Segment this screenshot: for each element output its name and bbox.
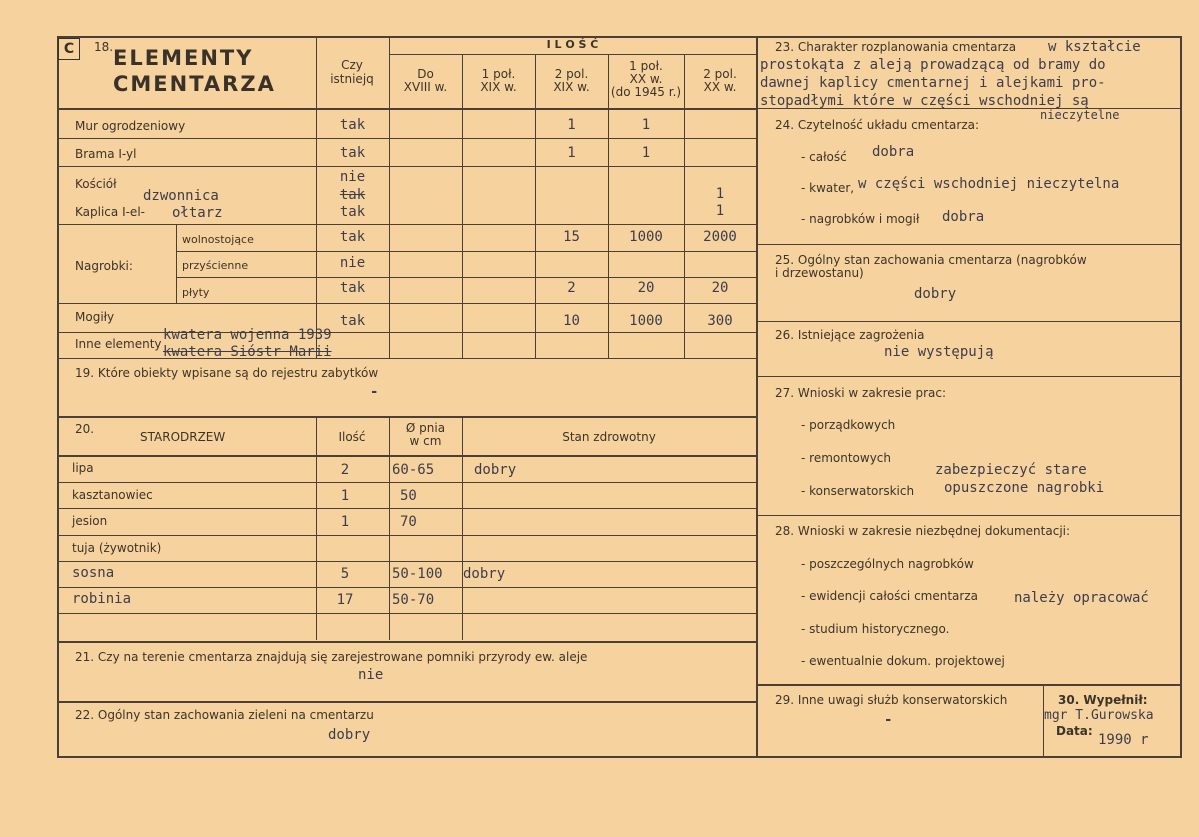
grid-h bbox=[757, 376, 1180, 377]
exists-cell: tak bbox=[339, 204, 366, 220]
col-header-3: 2 pol. XIX w. bbox=[553, 67, 590, 94]
tree-count: 1 bbox=[340, 488, 350, 504]
q27-item: - porządkowych bbox=[801, 418, 896, 432]
grid-h bbox=[57, 455, 756, 457]
q27-answer1: zabezpieczyć stare bbox=[935, 462, 1087, 478]
kaplica-note: ołtarz bbox=[172, 205, 223, 221]
grid-h bbox=[57, 508, 756, 509]
grid-h bbox=[57, 358, 756, 359]
exists-cell: tak bbox=[339, 145, 366, 161]
tree-diam: 70 bbox=[400, 514, 417, 530]
value-cell: 1000 bbox=[629, 229, 663, 245]
q29-label: 29. Inne uwagi służb konserwatorskich bbox=[775, 693, 1008, 707]
col-header-5: 2 pol. XX w. bbox=[703, 67, 737, 94]
col-header-2: 1 poł. XIX w. bbox=[480, 67, 517, 94]
q27-item: - remontowych bbox=[801, 451, 891, 465]
q24-item: - kwater, bbox=[801, 181, 855, 195]
grid-h bbox=[757, 108, 1180, 109]
q25-label1: 25. Ogólny stan zachowania cmentarza (nagrobków bbox=[775, 253, 1087, 267]
value-cell: 1 bbox=[641, 117, 651, 133]
inne-line1: kwatera wojenna 1939 bbox=[163, 327, 332, 343]
q23-line2: prostokąta z aleją prowadzącą od bramy do bbox=[760, 57, 1106, 73]
q20-number: 20. bbox=[75, 422, 95, 436]
value-cell: 2 bbox=[567, 280, 576, 296]
tree-health: dobry bbox=[474, 462, 517, 478]
starodrzew-title: STARODRZEW bbox=[140, 430, 226, 444]
q28-label: 28. Wnioski w zakresie niezbędnej dokumentacji: bbox=[775, 524, 1071, 538]
q28-item: - ewidencji całości cmentarza bbox=[801, 589, 978, 603]
row-label: Mogiły bbox=[75, 310, 115, 324]
grid-h bbox=[57, 561, 756, 562]
exists-cell: tak bbox=[339, 313, 366, 329]
q27-answer2: opuszczone nagrobki bbox=[944, 480, 1105, 496]
q24-value: dobra bbox=[872, 144, 915, 160]
elements-title-line1: ELEMENTY bbox=[113, 46, 254, 70]
q28-answer: należy opracować bbox=[1014, 590, 1149, 606]
grid-h bbox=[57, 332, 756, 333]
nagrobki-label: Nagrobki: bbox=[75, 259, 133, 273]
exists-cell: nie bbox=[339, 255, 366, 271]
q22-label: 22. Ogólny stan zachowania zieleni na cmentarzu bbox=[75, 708, 374, 722]
trees-col-count: Ilość bbox=[338, 430, 366, 444]
q23-line4: stopadłymi które w części wschodniej są bbox=[760, 93, 1089, 109]
col-header-1: Do XVIII w. bbox=[403, 67, 448, 94]
frame-bottom bbox=[57, 756, 1182, 758]
q24-label: 24. Czytelność układu cmentarza: bbox=[775, 118, 980, 132]
grid-h bbox=[57, 613, 756, 614]
value-cell: 1 bbox=[715, 203, 725, 219]
exists-cell: tak bbox=[339, 229, 366, 245]
value-cell: 1 bbox=[567, 145, 576, 161]
q24-value: w części wschodniej nieczytelna bbox=[858, 176, 1120, 192]
grid-h bbox=[57, 641, 756, 643]
row-label: Mur ogrodzeniowy bbox=[75, 119, 186, 133]
row-label: płyty bbox=[182, 286, 210, 299]
q25-label2: i drzewostanu) bbox=[775, 266, 864, 280]
grid-h bbox=[57, 108, 756, 110]
q22-answer: dobry bbox=[328, 727, 371, 743]
value-cell: 1000 bbox=[629, 313, 663, 329]
q24-item: - nagrobków i mogił bbox=[801, 212, 920, 226]
q28-item: - studium historycznego. bbox=[801, 622, 950, 636]
tree-diam: 60-65 bbox=[392, 462, 435, 478]
kosciol-note: dzwonnica bbox=[143, 188, 219, 204]
q27-label: 27. Wnioski w zakresie prac: bbox=[775, 386, 947, 400]
row-label: wolnostojące bbox=[182, 233, 254, 246]
grid-h bbox=[757, 321, 1180, 322]
grid-h bbox=[757, 684, 1180, 686]
exists-cell: tak bbox=[339, 117, 366, 133]
q30-date-label: Data: bbox=[1056, 724, 1093, 738]
frame-right bbox=[1180, 36, 1182, 758]
exists-cell: tak bbox=[339, 280, 366, 296]
grid-h bbox=[176, 251, 756, 252]
col-header-4: 1 poł. XX w. (do 1945 r.) bbox=[610, 59, 682, 99]
grid-h bbox=[57, 166, 756, 167]
tree-count: 2 bbox=[340, 462, 350, 478]
grid-v bbox=[462, 416, 463, 640]
exists-cell: tak bbox=[339, 187, 366, 203]
value-cell: 20 bbox=[711, 280, 729, 296]
value-cell: 2000 bbox=[703, 229, 737, 245]
row-label: przyścienne bbox=[182, 259, 249, 272]
tree-name: lipa bbox=[72, 461, 94, 475]
tree-diam: 50-70 bbox=[392, 592, 435, 608]
q28-item: - poszczególnych nagrobków bbox=[801, 557, 974, 571]
grid-v bbox=[176, 224, 177, 303]
q26-label: 26. Istniejące zagrożenia bbox=[775, 328, 925, 342]
grid-h bbox=[57, 482, 756, 483]
q24-value: dobra bbox=[942, 209, 985, 225]
tree-diam: 50 bbox=[400, 488, 417, 504]
ilosc-header: I L O Ś Ć bbox=[546, 38, 599, 51]
grid-h bbox=[57, 303, 756, 304]
exists-cell: nie bbox=[339, 169, 366, 185]
inne-line2: kwatera Sióstr Marii bbox=[163, 344, 332, 360]
q23-line3: dawnej kaplicy cmentarnej i alejkami pro- bbox=[760, 75, 1106, 91]
q26-answer: nie występują bbox=[884, 344, 994, 360]
section-letter: C bbox=[58, 38, 80, 60]
row-label: Kościół bbox=[75, 177, 117, 191]
grid-h bbox=[57, 587, 756, 588]
row-label: Brama I-yl bbox=[75, 147, 137, 161]
grid-v bbox=[389, 416, 390, 640]
tree-diam: 50-100 bbox=[392, 566, 443, 582]
tree-count: 1 bbox=[340, 514, 350, 530]
grid-h bbox=[57, 224, 756, 225]
value-cell: 1 bbox=[641, 145, 651, 161]
grid-h bbox=[57, 138, 756, 139]
q23-line1: w kształcie bbox=[1048, 39, 1141, 55]
tree-name: sosna bbox=[72, 565, 115, 581]
frame-left bbox=[57, 36, 59, 758]
q21-answer: nie bbox=[358, 667, 384, 683]
q30-label: 30. Wypełnił: bbox=[1058, 693, 1148, 707]
elements-title-line2: CMENTARZA bbox=[113, 72, 276, 96]
grid-h bbox=[389, 54, 756, 55]
section-18-number: 18. bbox=[94, 40, 114, 54]
grid-v bbox=[389, 36, 390, 358]
tree-name: tuja (żywotnik) bbox=[72, 541, 162, 555]
tree-count: 5 bbox=[340, 566, 350, 582]
q30-name: mgr T.Gurowska bbox=[1044, 708, 1154, 723]
q23-label: 23. Charakter rozplanowania cmentarza bbox=[775, 40, 1017, 54]
value-cell: 1 bbox=[715, 186, 725, 202]
q19-answer: - bbox=[370, 384, 379, 400]
q30-date: 1990 r bbox=[1098, 732, 1149, 748]
value-cell: 10 bbox=[563, 313, 580, 329]
grid-h bbox=[757, 244, 1180, 245]
value-cell: 1 bbox=[567, 117, 576, 133]
grid-h bbox=[176, 277, 756, 278]
q24-item: - całość bbox=[801, 150, 847, 164]
column-divider bbox=[756, 36, 758, 758]
q25-answer: dobry bbox=[914, 286, 957, 302]
q28-item: - ewentualnie dokum. projektowej bbox=[801, 654, 1005, 668]
q27-item: - konserwatorskich bbox=[801, 484, 915, 498]
tree-health: dobry bbox=[463, 566, 506, 582]
grid-v bbox=[462, 54, 463, 358]
q23-line5: nieczytelne bbox=[1040, 108, 1120, 122]
grid-h bbox=[57, 701, 756, 703]
inne-label: Inne elementy bbox=[75, 337, 162, 351]
q21-label: 21. Czy na terenie cmentarza znajdują się zarejestrowane pomniki przyrody ew. aleje bbox=[75, 650, 588, 664]
q19-label: 19. Które obiekty wpisane są do rejestru zabytków bbox=[75, 366, 379, 380]
value-cell: 20 bbox=[637, 280, 655, 296]
col-exists-header: Czy istniejq bbox=[330, 58, 374, 86]
tree-name: kasztanowiec bbox=[72, 488, 153, 502]
grid-h bbox=[57, 416, 756, 418]
grid-h bbox=[57, 535, 756, 536]
trees-col-health: Stan zdrowotny bbox=[562, 430, 656, 444]
trees-col-diam: Ø pnia w cm bbox=[405, 421, 446, 448]
row-label: Kaplica I-el- bbox=[75, 205, 145, 219]
q29-answer: - bbox=[884, 712, 893, 728]
tree-name: robinia bbox=[72, 591, 132, 607]
tree-count: 17 bbox=[336, 592, 354, 608]
tree-name: jesion bbox=[72, 514, 108, 528]
grid-h bbox=[757, 515, 1180, 516]
value-cell: 300 bbox=[707, 313, 733, 329]
value-cell: 15 bbox=[563, 229, 580, 245]
